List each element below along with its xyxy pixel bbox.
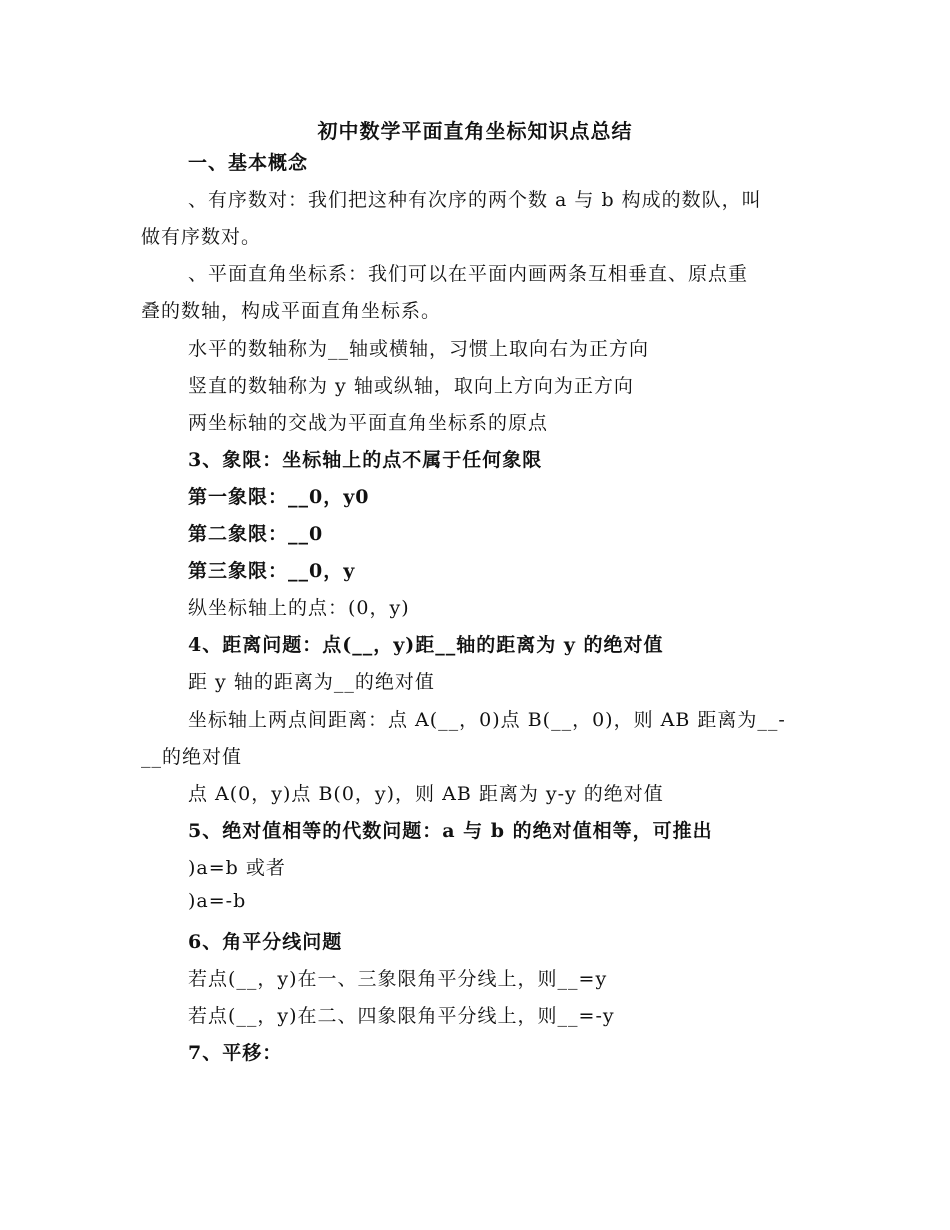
- text-line: 若点(__，y)在二、四象限角平分线上，则__=-y: [188, 1005, 615, 1028]
- text-line: 坐标轴上两点间距离：点 A(__，0)点 B(__，0)，则 AB 距离为__-: [188, 708, 786, 731]
- text-line: )a=b 或者: [188, 856, 286, 879]
- section-heading: 第一象限：__0，y0: [188, 485, 370, 508]
- text-line: 竖直的数轴称为 y 轴或纵轴，取向上方向为正方向: [188, 374, 634, 397]
- section-heading: 4、距离问题：点(__，y)距__轴的距离为 y 的绝对值: [188, 634, 664, 657]
- text-line: 做有序数对。: [141, 226, 262, 249]
- text-line: 纵坐标轴上的点：(0，y): [188, 597, 410, 620]
- text-line: 若点(__，y)在一、三象限角平分线上，则__=y: [188, 968, 608, 991]
- text-line: 水平的数轴称为__轴或横轴，习惯上取向右为正方向: [188, 337, 650, 360]
- text-line: __的绝对值: [141, 745, 243, 768]
- text-line: 、有序数对：我们把这种有次序的两个数 a 与 b 构成的数队，叫: [188, 189, 762, 212]
- section-heading: 第二象限：__0: [188, 523, 324, 545]
- section-heading: 3、象限：坐标轴上的点不属于任何象限: [188, 448, 543, 471]
- text-line: 点 A(0，y)点 B(0，y)，则 AB 距离为 y-y 的绝对值: [188, 782, 664, 805]
- text-line: 、平面直角坐标系：我们可以在平面内画两条互相垂直、原点重: [188, 263, 749, 286]
- text-line: 两坐标轴的交战为平面直角坐标系的原点: [188, 411, 549, 434]
- section-heading: 6、角平分线问题: [188, 931, 343, 954]
- document-title: 初中数学平面直角坐标知识点总结: [317, 119, 633, 143]
- section-heading: 5、绝对值相等的代数问题：a 与 b 的绝对值相等，可推出: [188, 819, 713, 842]
- section-heading: 第三象限：__0，y: [188, 560, 356, 583]
- section-heading: 7、平移：: [188, 1042, 283, 1065]
- section-heading: 一、基本概念: [188, 152, 309, 174]
- text-line: 叠的数轴，构成平面直角坐标系。: [141, 300, 442, 323]
- text-line: 距 y 轴的距离为__的绝对值: [188, 671, 435, 694]
- text-line: )a=-b: [188, 890, 247, 912]
